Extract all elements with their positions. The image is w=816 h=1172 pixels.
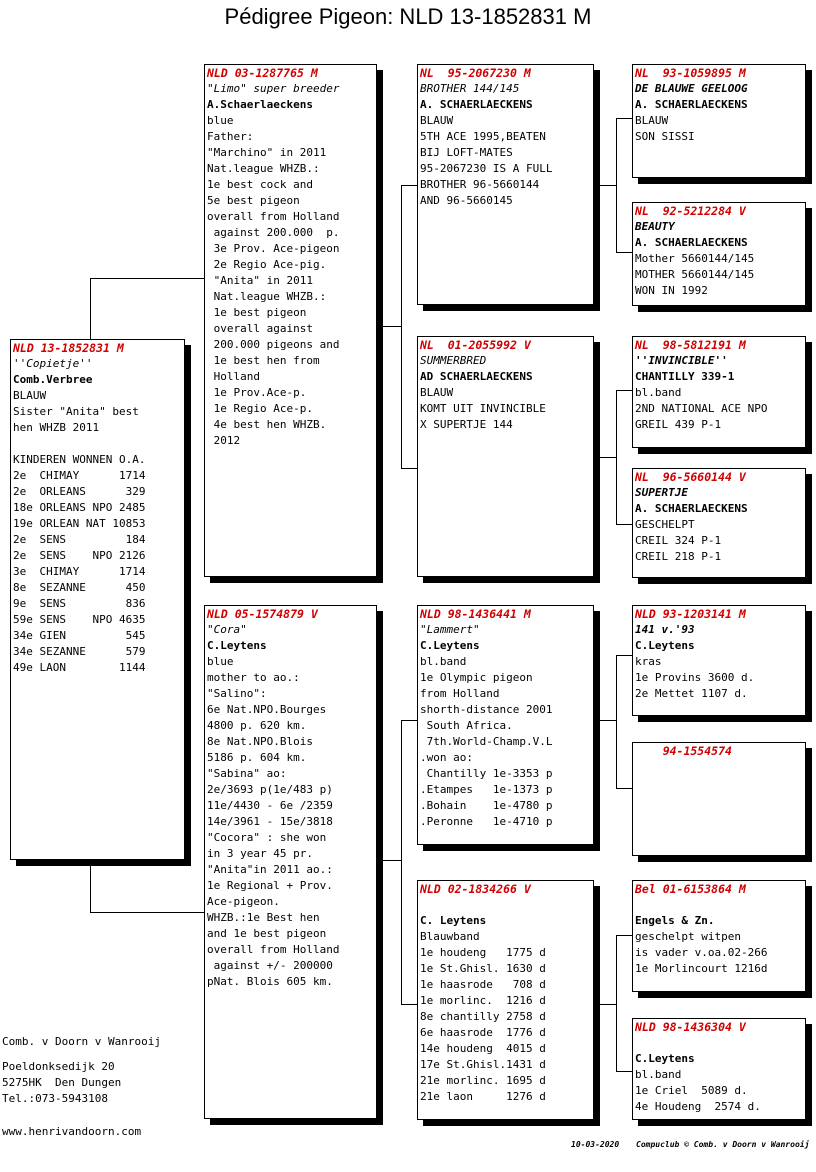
pedigree-line: X SUPERTJE 144 [420,418,513,431]
ring-number: NL 93-1059895 M [635,66,746,80]
breeder-city: 5275HK Den Dungen [2,1076,122,1089]
pedigree-line: hen WHZB 2011 [13,421,100,434]
pedigree-line: WON IN 1992 [635,284,708,297]
breeder-name: Comb. v Doorn v Wanrooij [2,1035,161,1048]
pigeon-card-mfm [632,742,806,856]
pedigree-line: A. SCHAERLAECKENS [635,98,748,111]
pedigree-line: 2e/3693 p(1e/483 p) [207,783,333,796]
pedigree-line: 1e Olympic pigeon [420,671,533,684]
breeder-phone: Tel.:073-5943108 [2,1092,108,1105]
software-credit: Compuclub © Comb. v Doorn v Wanrooij [636,1140,810,1149]
pedigree-line: C.Leytens [420,639,480,652]
pedigree-line: 1e haasrode 708 d [420,978,546,991]
pedigree-line: 11e/4430 - 6e /2359 [207,799,333,812]
pedigree-line: SUMMERBRED [420,354,487,367]
pedigree-line: shorth-distance 2001 [420,703,553,716]
pedigree-line: overall from Holland [207,943,340,956]
pedigree-line: "Cocora" : she won [207,831,327,844]
ring-number: NLD 98-1436441 M [420,607,531,621]
pedigree-line: 1e Regional + Prov. [207,879,333,892]
connector [401,468,417,469]
pedigree-line: 9e SENS 836 [13,597,146,610]
pedigree-line: 14e/3961 - 15e/3818 [207,815,333,828]
pedigree-line: 95-2067230 IS A FULL [420,162,553,175]
pedigree-line: pNat. Blois 605 km. [207,975,333,988]
connector [598,1004,616,1005]
pigeon-card-mff [632,605,806,716]
pedigree-line: C.Leytens [635,639,695,652]
pedigree-line: CREIL 218 P-1 [635,550,722,563]
connector [616,524,632,525]
pedigree-line: 2e SENS 184 [13,533,146,546]
pedigree-line: BLAUW [13,389,47,402]
connector [616,655,617,788]
page-title: Pédigree Pigeon: NLD 13-1852831 M [224,4,592,29]
pedigree-line: Mother 5660144/145 [635,252,755,265]
pedigree-line: DE BLAUWE GEELOOG [635,82,748,95]
pedigree-line: 5e best pigeon [207,194,300,207]
connector [616,788,632,789]
pedigree-line: 1e Provins 3600 d. [635,671,755,684]
pedigree-line: bl.band [420,655,467,668]
pedigree-line: 1e Regio Ace-p. [207,402,313,415]
pigeon-card-mmf [632,880,806,992]
pedigree-line: 5TH ACE 1995,BEATEN [420,130,546,143]
pedigree-line: 2012 [207,434,241,447]
pedigree-line: 2e ORLEANS 329 [13,485,146,498]
pigeon-card-father [204,64,377,577]
pedigree-line: A. SCHAERLAECKENS [635,502,748,515]
pedigree-line: 2e CHIMAY 1714 [13,469,146,482]
pedigree-line: 17e St.Ghisl.1431 d [420,1058,546,1071]
connector [616,390,617,524]
pedigree-line: ''INVINCIBLE'' [635,354,728,367]
ring-number: NL 98-5812191 M [635,338,746,352]
pedigree-line: AND 96-5660145 [420,194,513,207]
pedigree-line: Comb.Verbree [13,373,93,386]
pedigree-line: 34e GIEN 545 [13,629,146,642]
connector [598,720,616,721]
pedigree-line: ''Copietje'' [13,357,93,370]
pedigree-line: "Anita"in 2011 ao.: [207,863,333,876]
pedigree-line: bl.band [635,386,682,399]
ring-number: NLD 93-1203141 M [635,607,746,621]
pedigree-line: "Limo" super breeder [207,82,340,95]
connector [401,720,417,721]
pedigree-line: SON SISSI [635,130,695,143]
pedigree-line: CHANTILLY 339-1 [635,370,735,383]
pedigree-line: 4e best hen WHZB. [207,418,327,431]
pedigree-line: 1e best hen from [207,354,320,367]
pedigree-line [420,897,593,913]
pedigree-line: overall from Holland [207,210,340,223]
pedigree-line: 49e LAON 1144 [13,661,146,674]
connector [90,278,204,279]
ring-number: NL 95-2067230 M [420,66,531,80]
pedigree-line: 8e SEZANNE 450 [13,581,146,594]
pedigree-line: BROTHER 144/145 [420,82,520,95]
pigeon-card-father-father [417,64,594,305]
pedigree-line: BIJ LOFT-MATES [420,146,513,159]
pedigree-line: Nat.league WHZB.: [207,290,327,303]
pigeon-card-fff [632,64,806,178]
pigeon-card-fmm [632,468,806,578]
pedigree-line: BEAUTY [635,220,675,233]
connector [598,185,616,186]
pedigree-line: C.Leytens [635,1052,695,1065]
pigeon-card-subject [10,339,185,860]
pedigree-line: 1e best cock and [207,178,313,191]
pedigree-line: Ace-pigeon. [207,895,280,908]
pedigree-line: overall against [207,322,313,335]
pigeon-card-ffm [632,202,806,306]
pedigree-line: 6e haasrode 1776 d [420,1026,546,1039]
pedigree-line: South Africa. [420,719,513,732]
pedigree-line: "Sabina" ao: [207,767,287,780]
connector [598,457,616,458]
pedigree-line: blue [207,114,234,127]
connector [90,278,91,340]
pedigree-line: mother to ao.: [207,671,300,684]
connector [616,118,632,119]
pedigree-line: Nat.league WHZB.: [207,162,320,175]
pedigree-line: 6e Nat.NPO.Bourges [207,703,327,716]
pedigree-line: A. SCHAERLAECKENS [420,98,533,111]
connector [380,326,401,327]
connector [401,1004,417,1005]
pedigree-line: BLAUW [635,114,669,127]
pedigree-line: Father: [207,130,254,143]
pedigree-line: .Peronne 1e-4710 p [420,815,553,828]
pigeon-card-father-mother [417,336,594,577]
ring-number: NL 92-5212284 V [635,204,746,218]
pedigree-line: BROTHER 96-5660144 [420,178,540,191]
pedigree-line: 2e Mettet 1107 d. [635,687,748,700]
pedigree-line: "Cora" [207,623,247,636]
pedigree-line: MOTHER 5660144/145 [635,268,755,281]
ring-number: NLD 03-1287765 M [207,66,318,80]
pedigree-line: against 200.000 p. [207,226,340,239]
ring-number: NLD 98-1436304 V [635,1020,746,1034]
pedigree-line: "Salino": [207,687,267,700]
pedigree-line: .Bohain 1e-4780 p [420,799,553,812]
ring-number: NLD 02-1834266 V [420,882,531,896]
pedigree-line: 200.000 pigeons and [207,338,340,351]
pedigree-line: A.Schaerlaeckens [207,98,313,111]
pedigree-line: from Holland [420,687,500,700]
pedigree-line: Engels & Zn. [635,914,715,927]
pedigree-line: 1e best pigeon [207,306,307,319]
connector [616,118,617,252]
pedigree-line: geschelpt witpen [635,930,741,943]
pedigree-line: bl.band [635,1068,682,1081]
pedigree-line: .Etampes 1e-1373 p [420,783,553,796]
connector [401,720,402,1004]
pedigree-line: 21e laon 1276 d [420,1090,546,1103]
connector [616,390,632,391]
connector [90,860,91,912]
pedigree-line: 1e Morlincourt 1216d [635,962,768,975]
pedigree-line: kras [635,655,662,668]
pedigree-line: C.Leytens [207,639,267,652]
pedigree-line: GESCHELPT [635,518,695,531]
connector [380,860,401,861]
connector [401,185,417,186]
connector [401,185,402,468]
pedigree-line: 19e ORLEAN NAT 10853 [13,517,146,530]
pedigree-line: is vader v.oa.02-266 [635,946,768,959]
ring-number: NLD 13-1852831 M [13,341,124,355]
pedigree-line: 7th.World-Champ.V.L [420,735,553,748]
pedigree-line: 34e SEZANNE 579 [13,645,146,658]
pedigree-line: A. SCHAERLAECKENS [635,236,748,249]
pigeon-card-fmf [632,336,806,448]
pedigree-line: 1e St.Ghisl. 1630 d [420,962,546,975]
pedigree-line: 2e SENS NPO 2126 [13,549,146,562]
pedigree-line: 3e CHIMAY 1714 [13,565,146,578]
pedigree-line: 18e ORLEANS NPO 2485 [13,501,146,514]
pigeon-card-mother-father [417,605,594,845]
pedigree-line: "Lammert" [420,623,480,636]
ring-number: NL 96-5660144 V [635,470,746,484]
pedigree-line: KINDEREN WONNEN O.A. [13,453,146,466]
pedigree-line: Holland [207,370,260,383]
breeder-website[interactable]: www.henrivandoorn.com [2,1125,142,1138]
pigeon-card-mother [204,605,377,1119]
pedigree-line: 141 v.'93 [635,623,695,636]
pedigree-line: 21e morlinc. 1695 d [420,1074,546,1087]
pedigree-line: Blauwband [420,930,480,943]
pigeon-card-mother-mother [417,880,594,1120]
pedigree-line: SUPERTJE [635,486,688,499]
pedigree-line: "Marchino" in 2011 [207,146,327,159]
pedigree-line: 14e houdeng 4015 d [420,1042,546,1055]
pedigree-line: 3e Prov. Ace-pigeon [207,242,340,255]
pedigree-line: .won ao: [420,751,473,764]
pedigree-line: 8e Nat.NPO.Blois [207,735,313,748]
connector [616,655,632,656]
pedigree-line: 2e Regio Ace-pig. [207,258,327,271]
pedigree-line: "Anita" in 2011 [207,274,313,287]
pedigree-line: 59e SENS NPO 4635 [13,613,146,626]
pedigree-line: 1e morlinc. 1216 d [420,994,546,1007]
pedigree-line: 1e Prov.Ace-p. [207,386,307,399]
connector [616,935,632,936]
pedigree-line: 4800 p. 620 km. [207,719,307,732]
pedigree-line: 1e Criel 5089 d. [635,1084,748,1097]
pedigree-line: 8e chantilly 2758 d [420,1010,546,1023]
pedigree-line: 5186 p. 604 km. [207,751,307,764]
pedigree-line: BLAUW [420,386,454,399]
pedigree-line: Chantilly 1e-3353 p [420,767,553,780]
pedigree-line: AD SCHAERLAECKENS [420,370,533,383]
pedigree-line: CREIL 324 P-1 [635,534,722,547]
pedigree-line: blue [207,655,234,668]
connector [90,912,204,913]
pedigree-line: Sister "Anita" best [13,405,139,418]
pedigree-line: against +/- 200000 [207,959,333,972]
pedigree-line: C. Leytens [420,914,487,927]
print-date: 10-03-2020 [571,1140,620,1149]
connector [616,935,617,1071]
pedigree-line [13,436,184,452]
ring-number: NLD 05-1574879 V [207,607,318,621]
pedigree-line: in 3 year 45 pr. [207,847,313,860]
ring-number: 94-1554574 [635,744,732,758]
pedigree-line [635,897,805,913]
pedigree-line: and 1e best pigeon [207,927,327,940]
pedigree-line [635,1035,805,1051]
connector [616,1071,632,1072]
pedigree-line: 2ND NATIONAL ACE NPO [635,402,768,415]
pedigree-line: 1e houdeng 1775 d [420,946,546,959]
ring-number: Bel 01-6153864 M [635,882,746,896]
breeder-street: Poeldonksedijk 20 [2,1060,115,1073]
pedigree-line: BLAUW [420,114,454,127]
pedigree-line: GREIL 439 P-1 [635,418,722,431]
pedigree-line: KOMT UIT INVINCIBLE [420,402,546,415]
connector [616,252,632,253]
pedigree-line: 4e Houdeng 2574 d. [635,1100,761,1113]
ring-number: NL 01-2055992 V [420,338,531,352]
pigeon-card-mmm [632,1018,806,1120]
pedigree-line: WHZB.:1e Best hen [207,911,320,924]
